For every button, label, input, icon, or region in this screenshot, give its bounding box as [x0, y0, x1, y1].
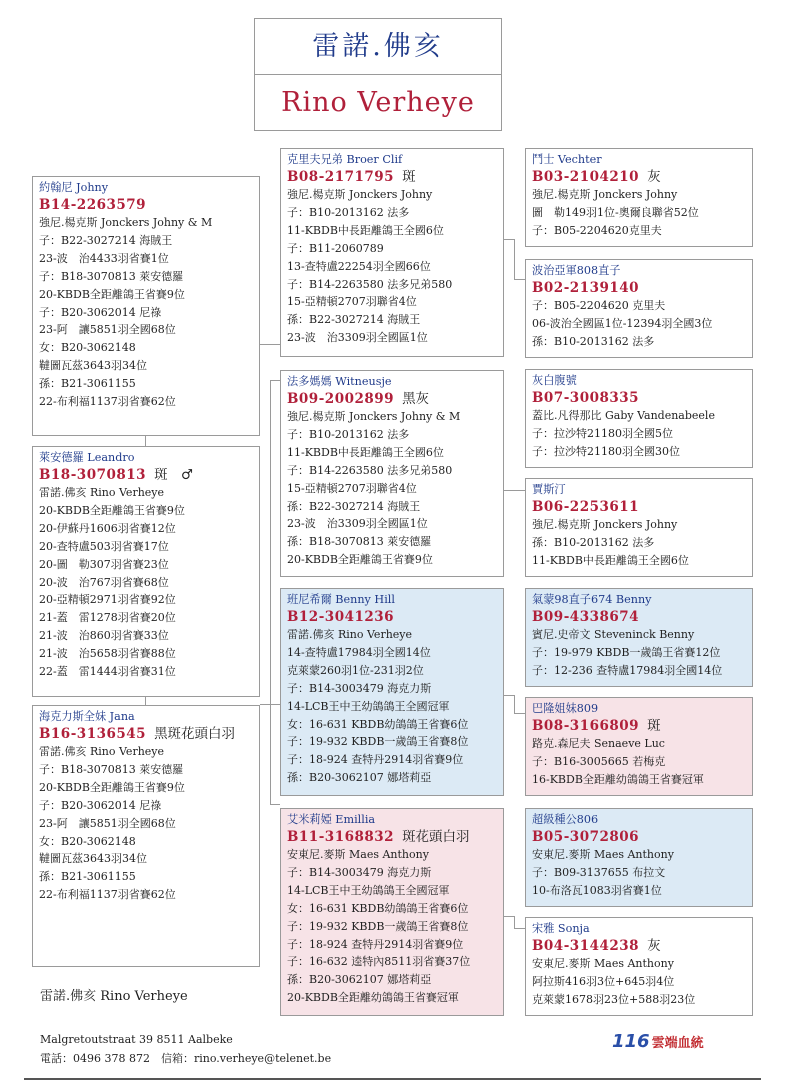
- detail-line: 孫：B21-3061155: [39, 870, 136, 884]
- connector: [270, 380, 271, 804]
- detail-line: 20-圖 勒307羽省賽23位: [39, 557, 169, 571]
- detail-line: 女：16-631 KBDB幼鴿鴿王省賽6位: [287, 901, 469, 915]
- detail-line: 子：拉沙特21180羽全國5位: [532, 426, 673, 440]
- detail-line: 20-KBDB全距離幼鴿鴿王省賽冠軍: [287, 991, 459, 1005]
- ring-line: [532, 498, 746, 516]
- detail-line: 21-蓋 雷1278羽省賽20位: [39, 611, 176, 625]
- page-title-english: Rino Verheye: [281, 87, 475, 118]
- pigeon-name: 約翰尼 Johny: [39, 181, 109, 194]
- color-sex: 黑灰: [402, 391, 430, 407]
- ring-line: [287, 828, 497, 846]
- color-sex: 斑: [402, 169, 416, 185]
- pigeon-name: 法多媽媽 Witneusje: [287, 375, 392, 388]
- ring-number: B14-2263579: [39, 197, 147, 213]
- ring-line: [532, 168, 746, 186]
- detail-line: 20-波 治767羽省賽68位: [39, 575, 169, 589]
- ring-line: [287, 168, 497, 186]
- color-sex: 斑: [647, 718, 661, 734]
- detail-line: 女：B20-3062148: [39, 834, 136, 848]
- detail-line: 14-LCB王中王幼鴿鴿王全國冠軍: [287, 883, 450, 897]
- connector: [504, 695, 514, 696]
- connector: [260, 344, 280, 345]
- color-sex: 灰: [647, 938, 661, 954]
- pigeon-name: 艾米莉婭 Emillia: [287, 813, 376, 826]
- ring-number: B08-3166809: [532, 718, 640, 734]
- ring-number: B18-3070813: [39, 467, 147, 483]
- pedigree-card-sdd: [525, 478, 753, 577]
- detail-line: 23-波 治3309羽全國區1位: [287, 331, 428, 345]
- detail-line: 子：B20-3062014 尼祿: [39, 305, 162, 319]
- detail-line: 安東尼.麥斯 Maes Anthony: [287, 848, 429, 861]
- detail-line: 22-布利福1137羽省賽62位: [39, 888, 176, 902]
- detail-line: 圖 勒149羽1位-奧爾良聯省52位: [532, 205, 699, 219]
- owner-address: Malgretoutstraat 39 8511 Aalbeke: [40, 1033, 233, 1046]
- detail-line: 11-KBDB中長距離鴿王全國6位: [287, 445, 444, 459]
- pedigree-card-sds: [525, 369, 753, 468]
- connector: [504, 916, 514, 917]
- connector: [145, 697, 146, 705]
- detail-line: 子：B05-2204620克里夫: [532, 223, 662, 237]
- detail-line: 23-波 治4433羽省賽1位: [39, 251, 169, 265]
- pigeon-name: 克里夫兄弟 Broer Clif: [287, 153, 403, 166]
- detail-line: 雷諾.佛亥 Rino Verheye: [39, 486, 165, 499]
- detail-line: 安東尼.麥斯 Maes Anthony: [532, 957, 674, 970]
- ring-line: [532, 279, 746, 297]
- detail-line: 子：B18-3070813 萊安德羅: [39, 762, 184, 776]
- ring-line: [39, 196, 253, 214]
- detail-line: 20-KBDB全距離鴿王省賽9位: [39, 780, 185, 794]
- ring-number: B09-4338674: [532, 609, 640, 625]
- detail-line: 子：B14-3003479 海克力斯: [287, 865, 432, 879]
- connector: [270, 380, 280, 381]
- pedigree-card-sss: [525, 148, 753, 247]
- detail-line: 15-亞精頓2707羽聯省4位: [287, 481, 417, 495]
- detail-line: 韃圖瓦茲3643羽34位: [39, 852, 147, 866]
- detail-line: 子：B22-3027214 海賊王: [39, 233, 173, 247]
- connector: [514, 713, 525, 714]
- detail-line: 孫：B21-3061155: [39, 377, 136, 391]
- detail-line: 子：B09-3137655 布拉文: [532, 865, 666, 879]
- detail-line: 路克.森尼夫 Senaeve Luc: [532, 737, 665, 750]
- detail-line: 孫：B10-2013162 法多: [532, 535, 655, 549]
- owner-contact: 電話：0496 378 872 信箱：rino.verheye@telenet.be: [40, 1052, 332, 1065]
- detail-line: 20-KBDB全距離鴿王省賽9位: [39, 287, 185, 301]
- pigeon-name: 氣蒙98直子674 Benny: [532, 593, 652, 606]
- detail-line: 子：B10-2013162 法多: [287, 427, 410, 441]
- pigeon-name: 超級種公806: [532, 813, 599, 826]
- detail-line: 強尼.楊克斯 Jonckers Johny: [287, 188, 433, 201]
- detail-line: 13-查特盧22254羽全國66位: [287, 259, 431, 273]
- ring-line: [532, 389, 746, 407]
- pedigree-card-ddd: [525, 917, 753, 1016]
- detail-line: 11-KBDB中長距離鴿王全國6位: [532, 553, 689, 567]
- detail-line: 雷諾.佛亥 Rino Verheye: [39, 745, 165, 758]
- detail-line: 20-亞精頓2971羽省賽92位: [39, 593, 176, 607]
- ring-line: [532, 608, 746, 626]
- detail-line: 22-蓋 雷1444羽省賽31位: [39, 665, 176, 679]
- connector: [514, 916, 515, 928]
- detail-line: 22-布利福1137羽省賽62位: [39, 395, 176, 409]
- ring-number: B06-2253611: [532, 499, 640, 515]
- connector: [514, 279, 525, 280]
- color-sex: 斑花頭白羽: [402, 829, 470, 845]
- ring-number: B16-3136545: [39, 726, 147, 742]
- pedigree-card-sire-sire: [280, 148, 504, 357]
- pedigree-card-dam-dam: [280, 808, 504, 1016]
- pigeon-name: 波治亞軍808直子: [532, 264, 621, 277]
- detail-line: 強尼.楊克斯 Jonckers Johny: [532, 518, 678, 531]
- detail-line: 孫：B10-2013162 法多: [532, 334, 655, 348]
- ring-number: B03-2104210: [532, 169, 640, 185]
- pigeon-name: 灰白腹號: [532, 374, 577, 387]
- detail-line: 子：19-979 KBDB一歲鴿王省賽12位: [532, 645, 721, 659]
- pigeon-name: 鬥士 Vechter: [532, 153, 602, 166]
- connector: [145, 436, 146, 446]
- logo-number: 116: [612, 1031, 650, 1052]
- detail-line: 14-LCB王中王幼鴿鴿王全國冠軍: [287, 699, 450, 713]
- ring-number: B04-3144238: [532, 938, 640, 954]
- detail-line: 子：B10-2013162 法多: [287, 205, 410, 219]
- detail-line: 安東尼.麥斯 Maes Anthony: [532, 848, 674, 861]
- detail-line: 孫：B22-3027214 海賊王: [287, 499, 421, 513]
- detail-line: 23-波 治3309羽全國區1位: [287, 517, 428, 531]
- pedigree-card-dam: [32, 705, 260, 967]
- detail-line: 11-KBDB中長距離鴿王全國6位: [287, 223, 444, 237]
- detail-line: 強尼.楊克斯 Jonckers Johny & M: [287, 410, 461, 423]
- detail-line: 23-阿 讓5851羽全國68位: [39, 323, 176, 337]
- color-sex: 斑 ♂: [154, 467, 194, 483]
- detail-line: 孫：B20-3062107 娜塔莉亞: [287, 973, 432, 987]
- detail-line: 20-KBDB全距離鴿王省賽9位: [287, 553, 433, 567]
- connector: [514, 928, 525, 929]
- detail-line: 子：12-236 查特盧17984羽全國14位: [532, 663, 723, 677]
- pigeon-name: 萊安德羅 Leandro: [39, 451, 135, 464]
- detail-line: 10-布洛瓦1083羽省賽1位: [532, 883, 662, 897]
- detail-line: 06-波治全國區1位-12394羽全國3位: [532, 316, 713, 330]
- ring-number: B11-3168832: [287, 829, 395, 845]
- detail-line: 子：B14-2263580 法多兄弟580: [287, 277, 453, 291]
- ring-line: [39, 725, 253, 743]
- detail-line: 女：B20-3062148: [39, 341, 136, 355]
- detail-line: 子：B16-3005665 若梅克: [532, 754, 666, 768]
- connector: [514, 695, 515, 713]
- ring-number: B09-2002899: [287, 391, 395, 407]
- title-box: [254, 18, 502, 131]
- detail-line: 子：B20-3062014 尼祿: [39, 798, 162, 812]
- detail-line: 20-伊蘇丹1606羽省賽12位: [39, 521, 176, 535]
- detail-line: 子：19-932 KBDB一歲鴿王省賽8位: [287, 919, 469, 933]
- detail-line: 子：B14-2263580 法多兄弟580: [287, 463, 453, 477]
- pedigree-card-dam-sire: [280, 588, 504, 796]
- pedigree-card-sire-dam: [280, 370, 504, 577]
- color-sex: 黑斑花頭白羽: [154, 726, 236, 742]
- detail-line: 克萊蒙260羽1位-231羽2位: [287, 663, 424, 677]
- detail-line: 韃圖瓦茲3643羽34位: [39, 359, 147, 373]
- pigeon-name: 班尼希爾 Benny Hill: [287, 593, 395, 606]
- detail-line: 賓尼.史帝文 Steveninck Benny: [532, 628, 695, 641]
- page-title-chinese: 雷諾.佛亥: [255, 19, 501, 75]
- ring-line: [532, 828, 746, 846]
- ring-number: B08-2171795: [287, 169, 395, 185]
- detail-line: 20-查特盧503羽省賽17位: [39, 539, 169, 553]
- pedigree-card-dds: [525, 808, 753, 907]
- ring-line: [39, 466, 253, 484]
- detail-line: 強尼.楊克斯 Jonckers Johny: [532, 188, 678, 201]
- detail-line: 16-KBDB全距離幼鴿鴿王省賽冠軍: [532, 772, 704, 786]
- detail-line: 子：18-924 查特丹2914羽省賽9位: [287, 937, 464, 951]
- connector: [514, 239, 515, 279]
- detail-line: 孫：B18-3070813 萊安德羅: [287, 535, 432, 549]
- brand-logo: [612, 1031, 704, 1052]
- pedigree-card-dss: [525, 588, 753, 687]
- connector: [504, 239, 514, 240]
- detail-line: 克萊蒙1678羽23位+588羽23位: [532, 992, 696, 1006]
- pedigree-card-subject: [32, 446, 260, 697]
- ring-line: [287, 608, 497, 626]
- ring-line: [532, 937, 746, 955]
- detail-line: 子：16-632 逵特內8511羽省賽37位: [287, 955, 471, 969]
- detail-line: 子：18-924 查特丹2914羽省賽9位: [287, 753, 464, 767]
- detail-line: 孫：B22-3027214 海賊王: [287, 313, 421, 327]
- detail-line: 14-查特盧17984羽全國14位: [287, 645, 431, 659]
- pedigree-card-dsd: [525, 697, 753, 796]
- ring-line: [287, 390, 497, 408]
- color-sex: 灰: [647, 169, 661, 185]
- detail-line: 雷諾.佛亥 Rino Verheye: [287, 628, 413, 641]
- detail-line: 子：拉沙特21180羽全國30位: [532, 444, 680, 458]
- detail-line: 女：16-631 KBDB幼鴿鴿王省賽6位: [287, 717, 469, 731]
- detail-line: 21-波 治5658羽省賽88位: [39, 647, 176, 661]
- connector: [270, 804, 280, 805]
- detail-line: 強尼.楊克斯 Jonckers Johny & M: [39, 216, 213, 229]
- owner-signature: 雷諾.佛亥 Rino Verheye: [40, 989, 188, 1004]
- logo-text: 雲端血統: [651, 1036, 704, 1051]
- pedigree-card-sire: [32, 176, 260, 436]
- detail-line: 15-亞精頓2707羽聯省4位: [287, 295, 417, 309]
- ring-line: [532, 717, 746, 735]
- ring-number: B05-3072806: [532, 829, 640, 845]
- detail-line: 子：19-932 KBDB一歲鴿王省賽8位: [287, 735, 469, 749]
- detail-line: 子：B11-2060789: [287, 241, 384, 255]
- detail-line: 子：B18-3070813 萊安德羅: [39, 269, 184, 283]
- detail-line: 子：B14-3003479 海克力斯: [287, 681, 432, 695]
- pigeon-name: 海克力斯全妹 Jana: [39, 710, 135, 723]
- pigeon-name: 宋雅 Sonja: [532, 922, 590, 935]
- detail-line: 23-阿 讓5851羽全國68位: [39, 816, 176, 830]
- detail-line: 阿拉斯416羽3位+645羽4位: [532, 974, 675, 988]
- pigeon-name: 賈斯汀: [532, 483, 566, 496]
- detail-line: 子：B05-2204620 克里夫: [532, 299, 666, 312]
- connector: [504, 490, 525, 491]
- ring-number: B07-3008335: [532, 390, 640, 406]
- detail-line: 20-KBDB全距離鴿王省賽9位: [39, 503, 185, 517]
- ring-number: B12-3041236: [287, 609, 395, 625]
- pedigree-card-ssd: [525, 259, 753, 358]
- ring-number: B02-2139140: [532, 280, 640, 296]
- bottom-divider: [24, 1078, 761, 1080]
- detail-line: 蓋比.凡得那比 Gaby Vandenabeele: [532, 409, 715, 422]
- pigeon-name: 巴隆姐妹809: [532, 702, 599, 715]
- detail-line: 21-波 治860羽省賽33位: [39, 629, 169, 643]
- detail-line: 孫：B20-3062107 娜塔莉亞: [287, 771, 432, 785]
